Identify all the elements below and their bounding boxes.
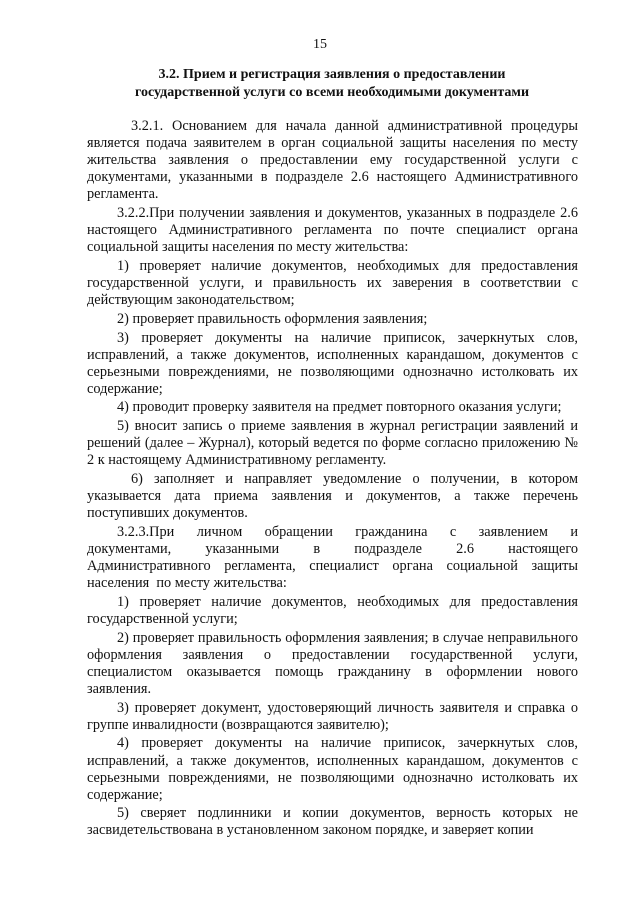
- document-body: [87, 118, 582, 841]
- paragraph-3-2-3: 3.2.3.При личном обращении гражданина с заявлением и документами, указанными в подразделе 2.6 настоящего Административного регламента, специалист органа социальной защиты населения по месту жительства:: [87, 523, 582, 592]
- heading-line-1: 3.2. Прием и регистрация заявления о предоставлении: [158, 67, 506, 82]
- paragraph-3-2-2: 3.2.2.При получении заявления и документов, указанных в подразделе 2.6 настоящего Административного регламента по почте специалист органа социальной защиты населения по месту жительства:: [87, 205, 578, 256]
- section-heading: [100, 66, 564, 102]
- heading-line-2: государственной услуги со всеми необходимыми документами: [134, 85, 530, 100]
- list-item: 2) проверяет правильность оформления заявления;: [117, 310, 428, 327]
- list-item: 2) проверяет правильность оформления заявления; в случае неправильного оформления заявления о предоставлении государственной услуги, специалистом оказывается помощь гражданину в оформлении нового заявления.: [87, 629, 578, 697]
- list-item: 1) проверяет наличие документов, необходимых для предоставления государственной услуги;: [87, 593, 578, 627]
- list-item: 4) проводит проверку заявителя на предмет повторного оказания услуги;: [117, 399, 562, 416]
- list-item: 5) вносит запись о приеме заявления в журнал регистрации заявлений и решений (далее – Журнал), который ведется по форме согласно приложению № 2 к настоящему Административному регламенту.: [87, 418, 578, 469]
- list-item: 3) проверяет документ, удостоверяющий личность заявителя и справка о группе инвалидности (возвращаются заявителю);: [87, 699, 578, 733]
- list-item: 3) проверяет документы на наличие приписок, зачеркнутых слов, исправлений, а также документов, исполненных карандашом, документов с серьезными повреждениями, не позволяющими однозначно истолковать их содержание;: [87, 329, 578, 397]
- paragraph-3-2-1: 3.2.1. Основанием для начала данной административной процедуры является подача заявителем в орган социальной защиты населения по месту жительства заявления о предоставлении ему государственной услуги с документами, указанными в подразделе 2.6 настоящего Административного регламента.: [87, 118, 578, 203]
- list-item: 5) сверяет подлинники и копии документов, верность которых не засвидетельствована в установленном законом порядке, и заверяет копии: [87, 805, 578, 839]
- page-number: 15: [313, 37, 327, 52]
- list-item: 1) проверяет наличие документов, необходимых для предоставления государственной услуги, и правильность их заверения в соответствии с действующим законодательством;: [87, 257, 578, 309]
- list-item: 4) проверяет документы на наличие приписок, зачеркнутых слов, исправлений, а также документов, исполненных карандашом, документов с серьезными повреждениями, не позволяющими однозначно истолковать их содержание;: [87, 735, 578, 803]
- list-item: 6) заполняет и направляет уведомление о получении, в котором указывается дата приема заявления и документов, а также перечень поступивших документов.: [87, 471, 578, 522]
